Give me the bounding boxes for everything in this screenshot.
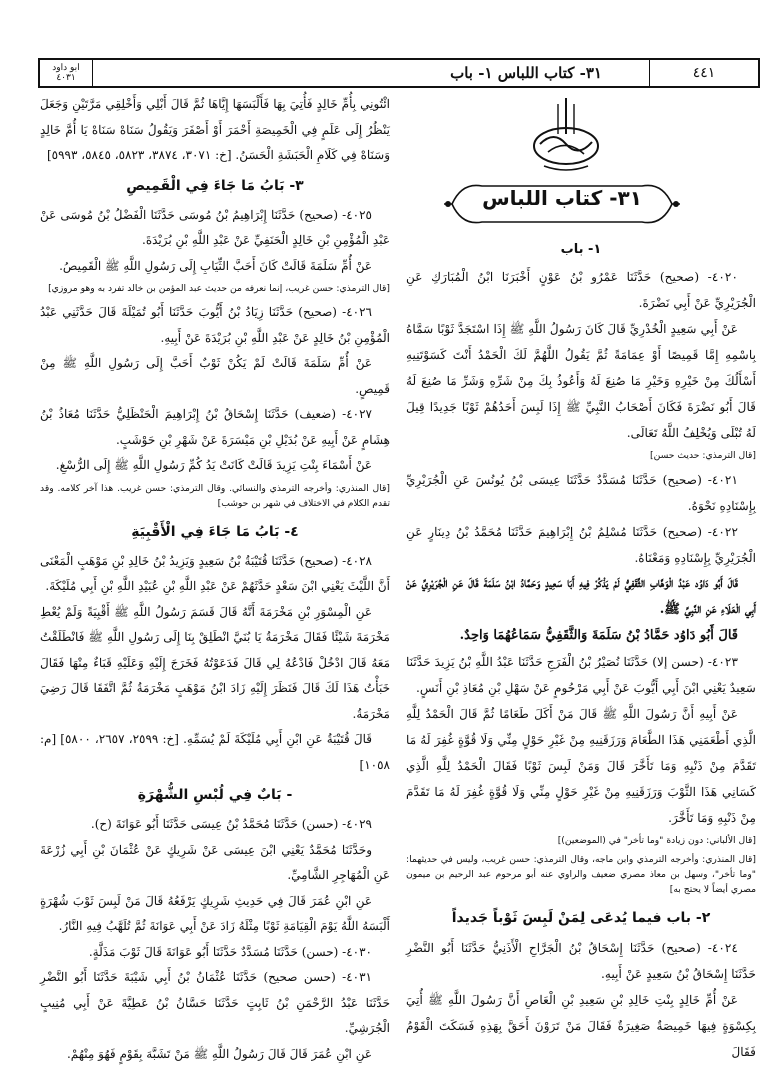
hadith-4027-isnad: ٤٠٢٧- (ضعيف) حَدَّثَنَا إِسْحَاقُ بْنُ إِبْرَاهِيمَ الْحَنْظَلِيُّ حَدَّثَنَا مُعَاذُ بْنُ هِشَامٍ عَنْ أَبِيهِ عَنْ بُدَيْلِ بْنِ مَيْسَرَةَ عَنْ شَهْرِ بْنِ حَوْشَبٍ. [40, 407, 390, 447]
collection-name: ابو داود [52, 63, 80, 73]
book-title: ٣١- كتاب اللباس [482, 186, 642, 210]
hadith-4027-matn: عَنْ أَسْمَاءَ بِنْتِ يَزِيدَ قَالَتْ كَانَتْ يَدُ كُمِّ رَسُولِ اللَّهِ ﷺ إِلَى الرُّسْغِ. [55, 458, 372, 472]
hadith-4020-note: [قال الترمذي: حديث حسن] [650, 450, 756, 461]
hadith-4023-isnad: ٤٠٢٣- (حسن إلا) حَدَّثَنَا نُصَيْرُ بْنُ الْفَرَجِ حَدَّثَنَا عَبْدُ اللَّهِ بْنُ يَزِيدَ حَدَّثَنَا سَعِيدٌ يَعْنِي ابْنَ أَبِي أَيُّوبَ عَنْ أَبِي مَرْحُومٍ عَنْ سَهْلِ بْنِ مُعَاذِ بْنِ أَنَسٍ. [406, 655, 756, 695]
hadith-4028-remark: قَالَ قُتَيْبَةُ عَنِ ابْنِ أَبِي مُلَيْكَةَ لَمْ يُسَمِّهِ. [خ: ٢٥٩٩، ٢٦٥٧، ٥٨٠٠] [م: ١٠٥٨] [40, 732, 390, 772]
hadith-4024-continuation: ائْتُونِي بِأُمِّ خَالِدٍ فَأُتِيَ بِهَا فَأَلْبَسَهَا إِيَّاهَا ثُمَّ قَالَ أَبْلِي وَأَخْلِقِي مَرَّتَيْنِ وَجَعَلَ يَنْظُرُ إِلَى عَلَمٍ فِي الْخَمِيصَةِ أَحْمَرَ أَوْ أَصْفَرَ وَيَقُولُ سَنَاهْ سَنَاهْ يَا أُمَّ خَالِدٍ وَسَنَاهْ فِي كَلَامِ الْحَبَشَةِ الْحَسَنُ. [خ: ٣٠٧١، ٣٨٧٤، ٥٨٢٣، ٥٨٤٥، ٥٩٩٣] [40, 97, 390, 162]
hadith-4025-isnad: ٤٠٢٥- (صحيح) حَدَّثَنَا إِبْرَاهِيمُ بْنُ مُوسَى حَدَّثَنَا الْفَضْلُ بْنُ مُوسَى عَنْ عَبْدِ الْمُؤْمِنِ بْنِ خَالِدٍ الْحَنَفِيِّ عَنْ عَبْدِ اللَّهِ بْنِ بُرَيْدَةَ. [40, 207, 390, 247]
hadith-4020-matn: عَنْ أَبِي سَعِيدٍ الْخُدْرِيِّ قَالَ كَانَ رَسُولُ اللَّهِ ﷺ إِذَا اسْتَجَدَّ ثَوْبًا سَمَّاهُ بِاسْمِهِ إِمَّا قَمِيصًا أَوْ عِمَامَةً ثُمَّ يَقُولُ اللَّهُمَّ لَكَ الْحَمْدُ أَنْتَ كَسَوْتَنِيهِ أَسْأَلُكَ مِنْ خَيْرِهِ وَخَيْرِ مَا صُنِعَ لَهُ وَأَعُوذُ بِكَ مِنْ شَرِّهِ وَشَرِّ مَا صُنِعَ لَهُ قَالَ أَبُو نَضْرَةَ فَكَانَ أَصْحَابُ النَّبِيِّ ﷺ إِذَا لَبِسَ أَحَدُهُمْ ثَوْبًا جَدِيدًا قِيلَ لَهُ تُبْلَى وَيُخْلِفُ اللَّهُ تَعَالَى. [406, 322, 756, 440]
hadith-4023-mundhiri-note: [قال المنذري: وأخرجه الترمذي وابن ماجه، وقال الترمذي: حسن غريب، وليس في حديثهما: "وما تأخر"، وسهل بن معاذ مصري ضعيف والراوي عنه أبو مرحوم عبد الرحيم بن ميمون مصري أيضاً لا يحتج به] [406, 854, 756, 895]
hadith-4028-isnad: ٤٠٢٨- (صحيح) حَدَّثَنَا قُتَيْبَةُ بْنُ سَعِيدٍ وَيَزِيدُ بْنُ خَالِدِ بْنِ مَوْهَبٍ الْمَعْنَى أَنَّ اللَّيْثَ يَعْنِي ابْنَ سَعْدٍ حَدَّثَهُمْ عَنْ عَبْدِ اللَّهِ بْنِ عُبَيْدِ اللَّهِ بْنِ أَبِي مُلَيْكَةَ. [40, 553, 390, 593]
hadith-4027-note: [قال المنذري: وأخرجه الترمذي والنسائي. وقال الترمذي: حسن غريب. هذا آخر كلامه. وقد تقدم الكلام في الاختلاف في شهر بن حوشب] [40, 482, 390, 509]
chapter-heading-3: ٣- بَابُ مَا جَاءَ فِي الْقَمِيصِ [126, 177, 304, 194]
hadith-4029-isnad-2: وحَدَّثَنَا مُحَمَّدٌ يَعْنِي ابْنَ عِيسَى عَنْ شَرِيكٍ عَنْ عُثْمَانَ بْنِ أَبِي زُرْعَةَ عَنِ الْمُهَاجِرِ الشَّامِيِّ. [40, 842, 390, 882]
hadith-4024-isnad: ٤٠٢٤- (صحيح) حَدَّثَنَا إِسْحَاقُ بْنُ الْجَرَّاحِ الْأَذَنِيُّ حَدَّثَنَا أَبُو النَّضْرِ حَدَّثَنَا إِسْحَاقُ بْنُ سَعِيدٍ عَنْ أَبِيهِ. [406, 941, 756, 981]
hadith-4026-matn: عَنْ أُمِّ سَلَمَةَ قَالَتْ لَمْ يَكُنْ ثَوْبٌ أَحَبَّ إِلَى رَسُولِ اللَّهِ ﷺ مِنْ قَمِيصٍ. [40, 356, 390, 396]
abu-dawud-remark-2: قَالَ أَبُو دَاوُد حَمَّادُ بْنُ سَلَمَةَ وَالثَّقَفِيُّ سَمَاعُهُمَا وَاحِدٌ. [459, 628, 738, 643]
hadith-4025-matn: عَنْ أُمِّ سَلَمَةَ قَالَتْ كَانَ أَحَبَّ الثِّيَابِ إِلَى رَسُولِ اللَّهِ ﷺ الْقَمِيصُ. [59, 258, 372, 273]
chapter-heading-5: - بَابٌ فِي لُبْسِ الشُّهْرَةِ [137, 787, 293, 803]
abu-dawud-remark-1: قَالَ أَبُو دَاوُد عَبْدُ الْوَهَّابِ الثَّقَفِيُّ لَمْ يَذْكُرْ فِيهِ أَبَا سَعِيدٍ وَحَمَّادُ ابْنُ سَلَمَةَ قَالَ عَنِ الْجُرَيْرِيِّ عَنْ أَبِي الْعَلَاءِ عَنِ النَّبِيِّ ﷺ. [406, 576, 756, 617]
hadith-4031-isnad: ٤٠٣١- (حسن صحيح) حَدَّثَنَا عُثْمَانُ بْنُ أَبِي شَيْبَةَ حَدَّثَنَا أَبُو النَّضْرِ حَدَّثَنَا عَبْدُ الرَّحْمَنِ بْنُ ثَابِتٍ حَدَّثَنَا حَسَّانُ بْنُ عَطِيَّةَ عَنْ أَبِي مُنِيبٍ الْجُرَشِيِّ. [40, 970, 390, 1035]
hadith-4022: ٤٠٢٢- (صحيح) حَدَّثَنَا مُسْلِمُ بْنُ إِبْرَاهِيمَ حَدَّثَنَا مُحَمَّدُ بْنُ دِينَارٍ عَنِ الْجُرَيْرِيِّ بِإِسْنَادِهِ وَمَعْنَاهُ. [406, 525, 756, 565]
right-column [406, 236, 756, 1065]
hadith-range: ٤٠٣١ [56, 73, 76, 83]
hadith-4026-isnad: ٤٠٢٦- (صحيح) حَدَّثَنَا زِيَادُ بْنُ أَيُّوبَ حَدَّثَنَا أَبُو تُمَيْلَةَ قَالَ حَدَّثَنِي عَبْدُ الْمُؤْمِنِ بْنُ خَالِدٍ عَنْ عَبْدِ اللَّهِ بْنِ بُرَيْدَةَ عَنْ أَبِيهِ. [40, 305, 390, 345]
hadith-4029-matn: عَنِ ابْنِ عُمَرَ قَالَ فِي حَدِيثِ شَرِيكٍ يَرْفَعُهُ قَالَ مَنْ لَبِسَ ثَوْبَ شُهْرَةٍ أَلْبَسَهُ اللَّهُ يَوْمَ الْقِيَامَةِ ثَوْبًا مِثْلَهُ زَادَ عَنْ أَبِي عَوَانَةَ ثُمَّ تُلَهَّبُ فِيهِ النَّارُ. [40, 893, 390, 933]
hadith-4029-isnad-1: ٤٠٢٩- (حسن) حَدَّثَنَا مُحَمَّدُ بْنُ عِيسَى حَدَّثَنَا أَبُو عَوَانَةَ (ح). [90, 817, 372, 831]
chapter-heading-2: ٢- باب فيما يُدعَى لِمَنْ لَبِسَ ثَوْباً جَديداً [451, 910, 711, 926]
basmala-calligraphy-emblem [524, 94, 608, 174]
left-column [40, 92, 390, 1067]
running-title: ٣١- كتاب اللباس ١- باب [450, 64, 602, 82]
hadith-4020-isnad: ٤٠٢٠- (صحيح) حَدَّثَنَا عَمْرُو بْنُ عَوْنٍ أَخْبَرَنَا ابْنُ الْمُبَارَكِ عَنِ الْجُرَيْرِيِّ عَنْ أَبِي نَضْرَةَ. [406, 270, 756, 310]
hadith-4031-matn: عَنِ ابْنِ عُمَرَ قَالَ قَالَ رَسُولُ اللَّهِ ﷺ مَنْ تَشَبَّهَ بِقَوْمٍ فَهُوَ مِنْهُمْ. [66, 1046, 372, 1061]
chapter-heading-1: ١- باب [560, 242, 602, 257]
hadith-4025-note: [قال الترمذي: حسن غريب، إنما نعرفه من حديث عبد المؤمن بن خالد تفرد به وهو مروزي] [48, 283, 390, 294]
hadith-4030: ٤٠٣٠- (حسن) حَدَّثَنَا مُسَدَّدٌ حَدَّثَنَا أَبُو عَوَانَةَ قَالَ ثَوْبَ مَذَلَّةٍ. [88, 944, 372, 959]
hadith-4021: ٤٠٢١- (صحيح) حَدَّثَنَا مُسَدَّدٌ حَدَّثَنَا عِيسَى بْنُ يُونُسَ عَنِ الْجُرَيْرِيِّ بِإِسْنَادِهِ نَحْوَهُ. [406, 473, 756, 513]
collection-box [40, 60, 93, 86]
running-header [38, 58, 760, 88]
hadith-4023-matn: عَنْ أَبِيهِ أَنَّ رَسُولَ اللَّهِ ﷺ قَالَ مَنْ أَكَلَ طَعَامًا ثُمَّ قَالَ الْحَمْدُ لِلَّهِ الَّذِي أَطْعَمَنِي هَذَا الطَّعَامَ وَرَزَقَنِيهِ مِنْ غَيْرِ حَوْلٍ مِنِّي وَلَا قُوَّةٍ غُفِرَ لَهُ مَا تَقَدَّمَ مِنْ ذَنْبِهِ وَمَا تَأَخَّرَ قَالَ وَمَنْ لَبِسَ ثَوْبًا فَقَالَ الْحَمْدُ لِلَّهِ الَّذِي كَسَانِي هَذَا الثَّوْبَ وَرَزَقَنِيهِ مِنْ غَيْرِ حَوْلٍ مِنِّي وَلَا قُوَّةٍ غُفِرَ لَهُ مَا تَقَدَّمَ مِنْ ذَنْبِهِ وَمَا تَأَخَّرَ. [406, 707, 756, 825]
chapter-heading-4: ٤- بَابُ مَا جَاءَ فِي الْأَقْبِيَةِ [131, 523, 299, 540]
page-number: ٤٤١ [649, 60, 758, 86]
running-title-box [92, 60, 652, 86]
hadith-4024-matn: عَنْ أُمِّ خَالِدٍ بِنْتِ خَالِدِ بْنِ سَعِيدِ بْنِ الْعَاصِ أَنَّ رَسُولَ اللَّهِ ﷺ أُتِيَ بِكِسْوَةٍ فِيهَا خَمِيصَةٌ صَغِيرَةٌ فَقَالَ مَنْ تَرَوْنَ أَحَقَّ بِهَذِهِ فَسَكَتَ الْقَوْمُ فَقَالَ [406, 993, 756, 1059]
hadith-4023-albani-note: [قال الألباني: دون زيادة "وما تأخر" في (الموضعين)] [557, 835, 756, 846]
hadith-4028-matn: عَنِ الْمِسْوَرِ بْنِ مَخْرَمَةَ أَنَّهُ قَالَ قَسَمَ رَسُولُ اللَّهِ ﷺ أَقْبِيَةً وَلَمْ يُعْطِ مَخْرَمَةَ شَيْئًا فَقَالَ مَخْرَمَةُ يَا بُنَيَّ انْطَلِقْ بِنَا إِلَى رَسُولِ اللَّهِ ﷺ فَانْطَلَقْتُ مَعَهُ قَالَ ادْخُلْ فَادْعُهُ لِي قَالَ فَدَعَوْتُهُ فَخَرَجَ إِلَيْهِ وَعَلَيْهِ قَبَاءٌ مِنْهَا فَقَالَ خَبَأْتُ هَذَا لَكَ قَالَ فَنَظَرَ إِلَيْهِ زَادَ ابْنُ مَوْهَبٍ مَخْرَمَةُ ثُمَّ اتَّفَقَا قَالَ رَضِيَ مَخْرَمَةُ. [40, 604, 390, 721]
